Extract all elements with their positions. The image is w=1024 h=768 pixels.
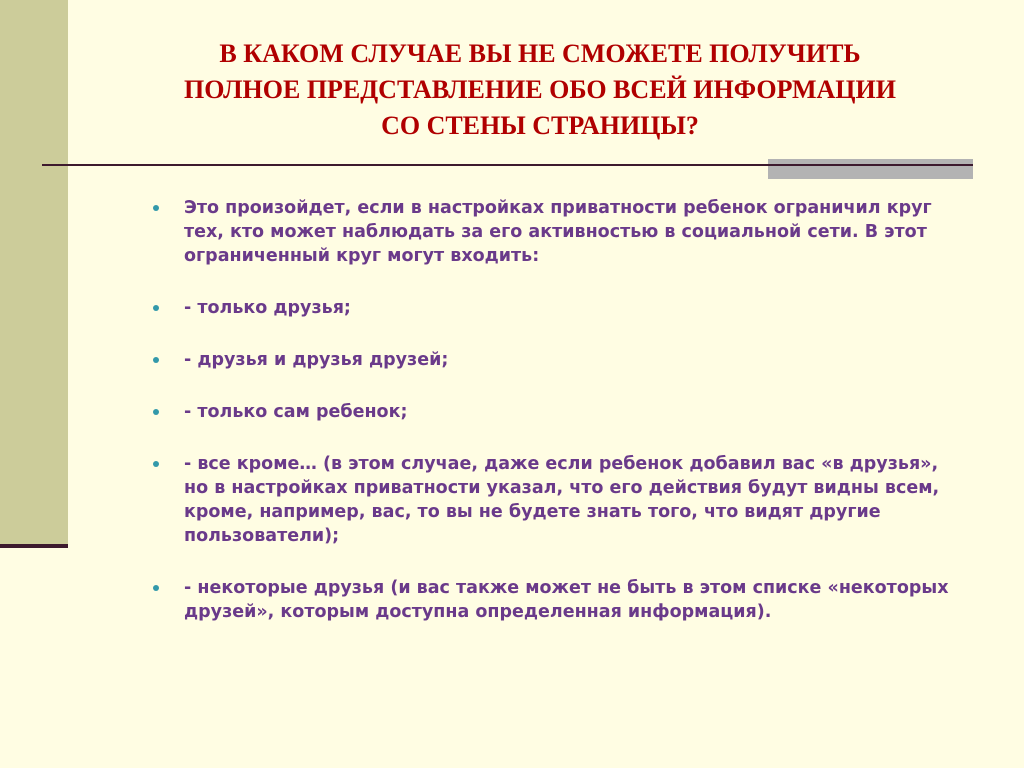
bullet-dot-icon	[153, 585, 159, 591]
bullet-item	[150, 296, 950, 320]
slide-title	[100, 36, 980, 144]
bullet-text: - только сам ребенок;	[184, 402, 408, 422]
bullet-item	[150, 196, 950, 268]
bullet-list	[150, 196, 950, 652]
bullet-item	[150, 452, 950, 548]
title-line-1: В КАКОМ СЛУЧАЕ ВЫ НЕ СМОЖЕТЕ ПОЛУЧИТЬ	[219, 39, 861, 68]
bullet-dot-icon	[153, 461, 159, 467]
bullet-text: - только друзья;	[184, 298, 351, 318]
side-decor-band	[0, 0, 68, 545]
bullet-dot-icon	[153, 357, 159, 363]
bullet-item	[150, 348, 950, 372]
bullet-text: - друзья и друзья друзей;	[184, 350, 449, 370]
bullet-dot-icon	[153, 305, 159, 311]
bullet-text: Это произойдет, если в настройках приватности ребенок ограничил круг тех, кто может наблюдать за его активностью в социальной сети. В этот ограниченный круг могут входить:	[184, 198, 932, 266]
bullet-item	[150, 400, 950, 424]
bullet-text: - все кроме… (в этом случае, даже если ребенок добавил вас «в друзья», но в настройках приватности указал, что его действия будут видны всем, кроме, например, вас, то вы не будете знать того, что видят другие пользователи);	[184, 454, 940, 546]
decor-gray-bar	[768, 159, 973, 179]
bullet-text: - некоторые друзья (и вас также может не быть в этом списке «некоторых друзей», которым доступна определенная информация).	[184, 578, 949, 622]
bullet-item	[150, 576, 950, 624]
side-decor-rule	[0, 544, 68, 548]
bullet-dot-icon	[153, 409, 159, 415]
title-line-2: ПОЛНОЕ ПРЕДСТАВЛЕНИЕ ОБО ВСЕЙ ИНФОРМАЦИИ	[184, 75, 896, 104]
title-line-3: СО СТЕНЫ СТРАНИЦЫ?	[381, 111, 699, 140]
bullet-dot-icon	[153, 205, 159, 211]
